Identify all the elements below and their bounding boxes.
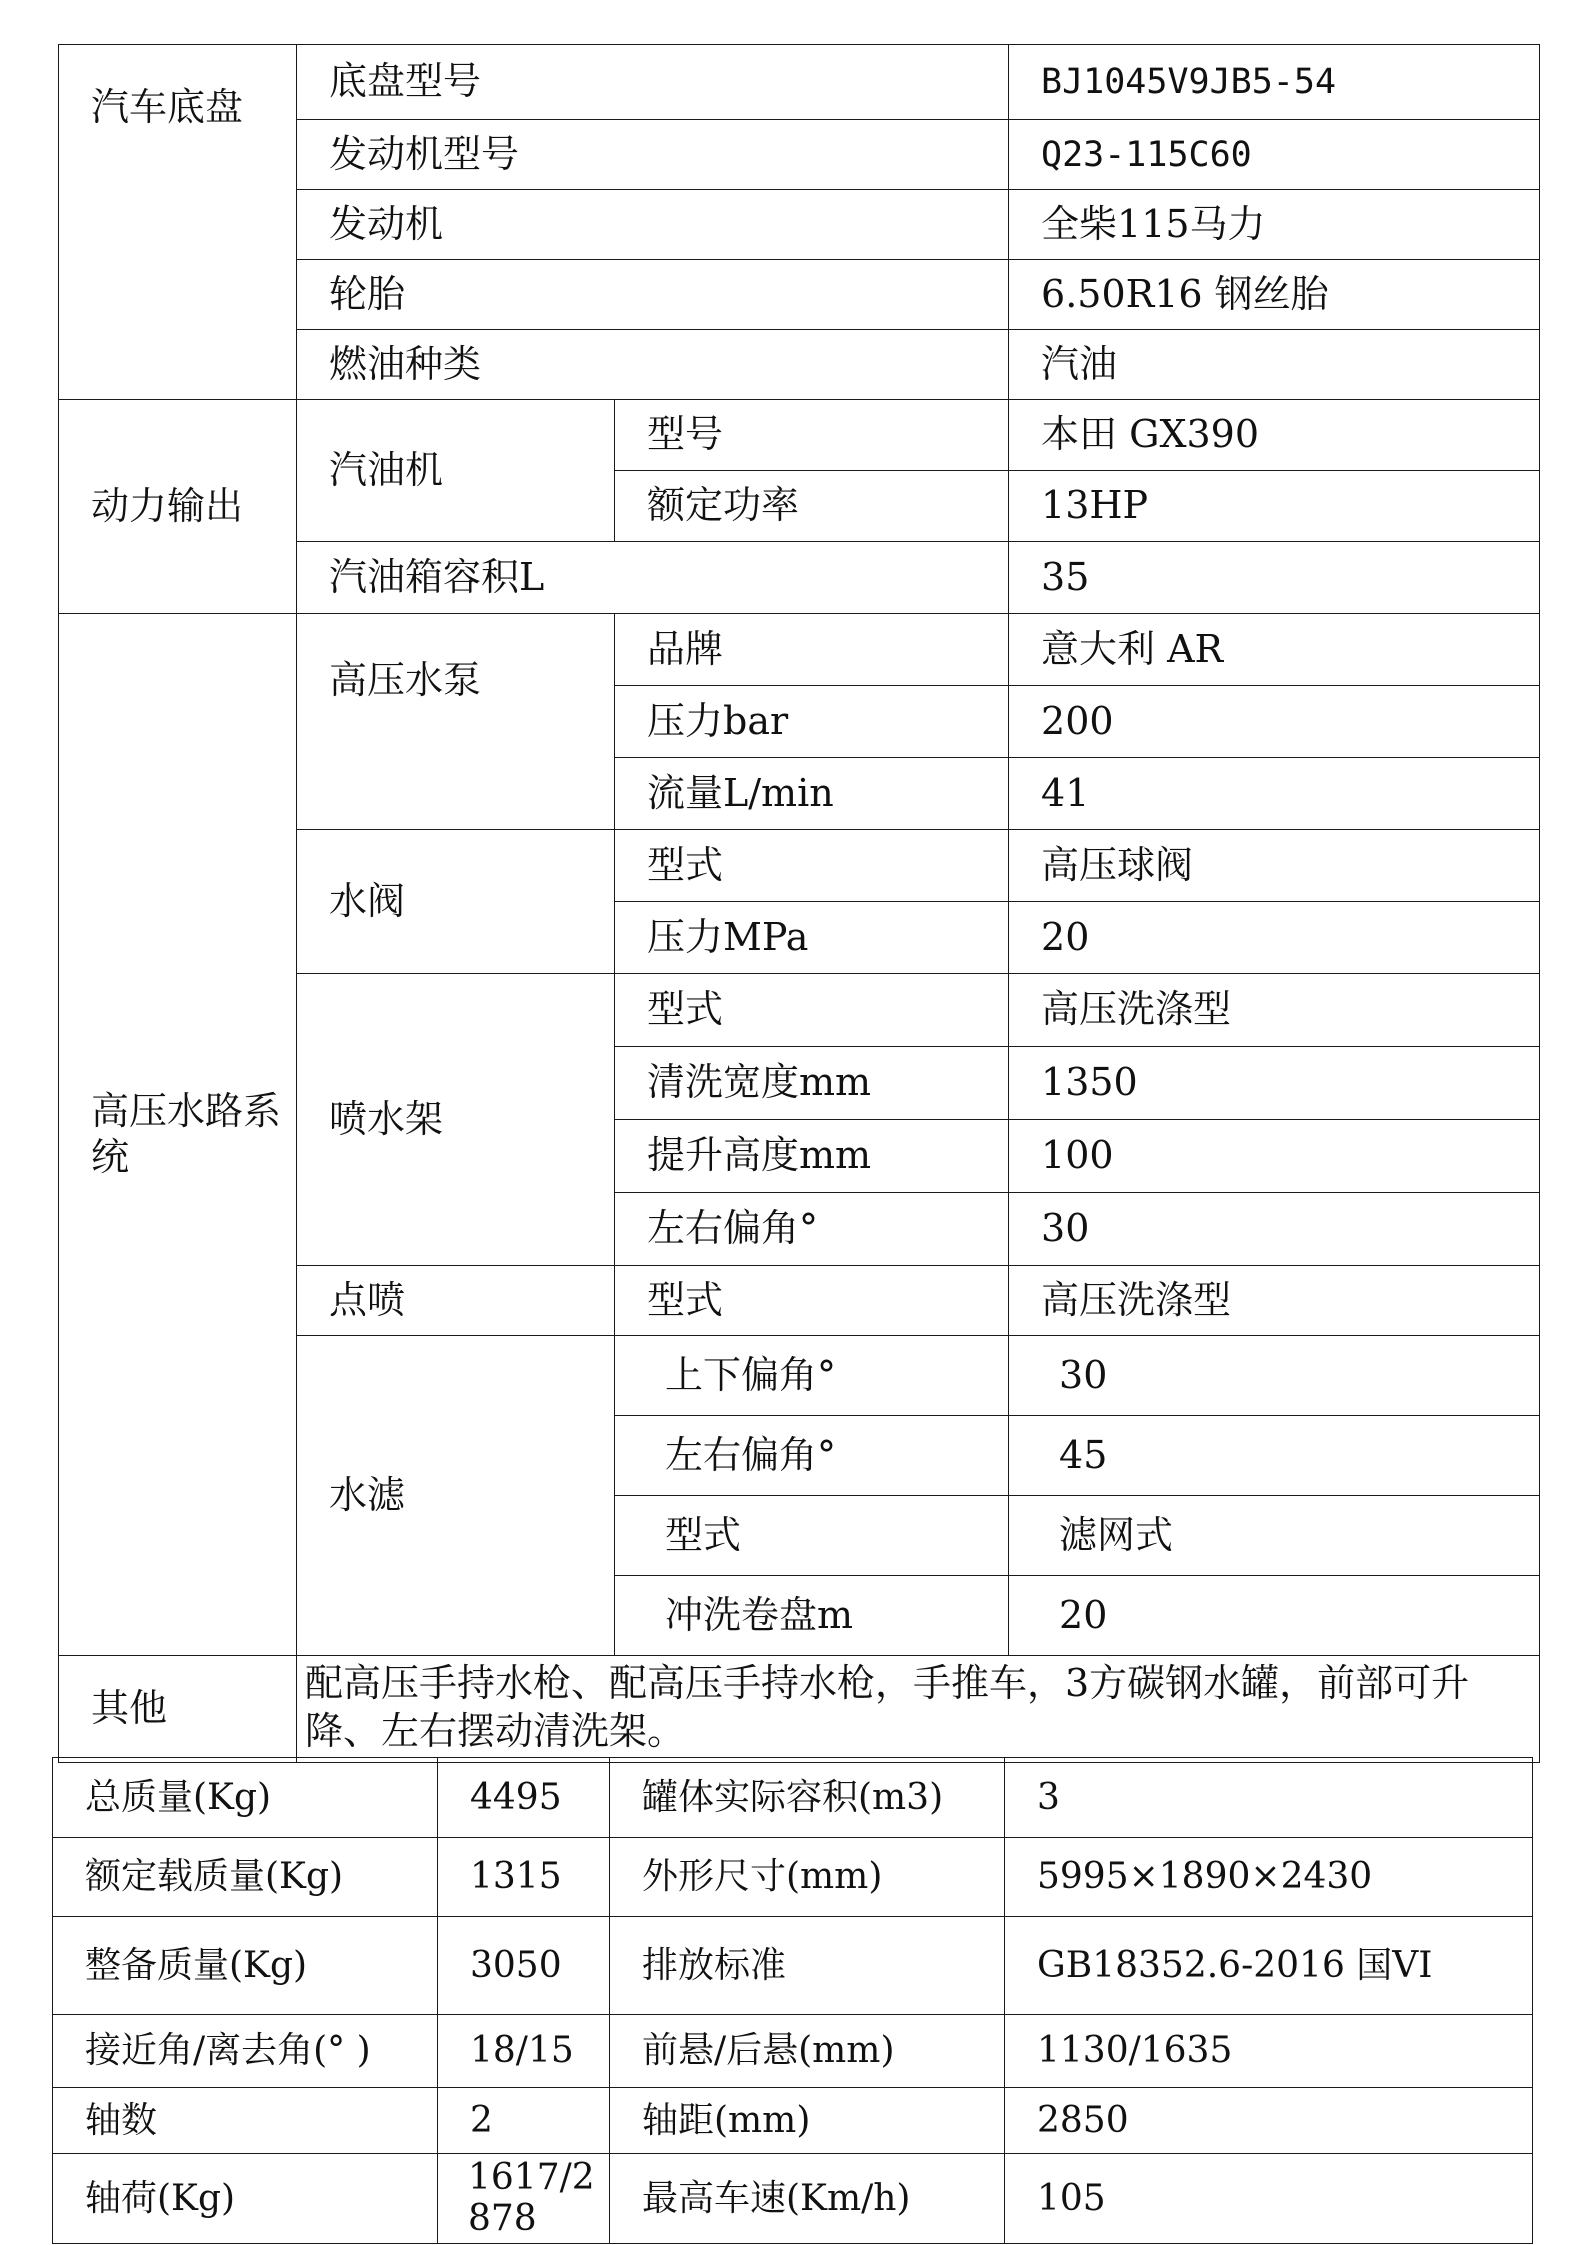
summary-value: GB18352.6-2016 国VI [1005,1917,1533,2015]
spec-value: 高压洗涤型 [1009,1266,1540,1336]
summary-value: 5995×1890×2430 [1005,1838,1533,1917]
summary-value: 3 [1005,1758,1533,1838]
category-power: 动力输出 [59,400,297,614]
summary-row [53,2015,1533,2088]
spec-label: 型式 [615,974,1009,1047]
summary-label: 外形尺寸(mm) [610,1838,1005,1917]
summary-label: 排放标准 [610,1917,1005,2015]
summary-value: 1130/1635 [1005,2015,1533,2088]
spec-value: 20 [1009,1576,1540,1656]
group-label-valve: 水阀 [297,830,615,974]
spec-label: 型式 [615,1496,1009,1576]
summary-row [53,2154,1533,2244]
spec-value: 45 [1009,1416,1540,1496]
group-label-engine: 汽油机 [297,400,615,542]
summary-table [52,1757,1533,2244]
vehicle-spec-table [58,44,1540,1763]
spec-label: 压力MPa [615,902,1009,974]
spec-label: 发动机 [297,190,1009,260]
summary-label: 轴荷(Kg) [53,2154,438,2244]
spec-label: 清洗宽度mm [615,1047,1009,1120]
summary-label: 总质量(Kg) [53,1758,438,1838]
summary-value: 3050 [438,1917,610,2015]
spec-value: 100 [1009,1120,1540,1193]
summary-row [53,1838,1533,1917]
spec-label: 型式 [615,830,1009,902]
group-label-spot-spray: 点喷 [297,1266,615,1336]
summary-row [53,2088,1533,2154]
summary-value: 2 [438,2088,610,2154]
summary-value: 18/15 [438,2015,610,2088]
spec-row [59,614,1540,686]
category-chassis: 汽车底盘 [59,45,297,400]
summary-label: 轴数 [53,2088,438,2154]
group-label-spray-rack: 喷水架 [297,974,615,1266]
group-label-pump: 高压水泵 [297,614,615,830]
spec-label: 额定功率 [615,471,1009,542]
summary-value: 4495 [438,1758,610,1838]
category-water-system: 高压水路系统 [59,614,297,1656]
spec-value: 本田 GX390 [1009,400,1540,471]
spec-value: 1350 [1009,1047,1540,1120]
spec-label: 型式 [615,1266,1009,1336]
summary-value: 2850 [1005,2088,1533,2154]
spec-value: 13HP [1009,471,1540,542]
spec-value: 滤网式 [1009,1496,1540,1576]
spec-row [59,45,1540,120]
summary-label: 整备质量(Kg) [53,1917,438,2015]
spec-label: 冲洗卷盘m [615,1576,1009,1656]
spec-label: 左右偏角° [615,1193,1009,1266]
spec-value: 30 [1009,1336,1540,1416]
spec-label: 流量L/min [615,758,1009,830]
summary-label: 最高车速(Km/h) [610,2154,1005,2244]
spec-label: 上下偏角° [615,1336,1009,1416]
spec-value: 20 [1009,902,1540,974]
summary-label: 接近角/离去角(° ) [53,2015,438,2088]
spec-value: 35 [1009,542,1540,614]
spec-label: 型号 [615,400,1009,471]
summary-value: 1617/2878 [438,2154,610,2244]
spec-label: 汽油箱容积L [297,542,1009,614]
summary-label: 额定载质量(Kg) [53,1838,438,1917]
spec-value: 高压洗涤型 [1009,974,1540,1047]
spec-value: Q23-115C60 [1009,120,1540,190]
category-other: 其他 [59,1656,297,1763]
spec-value: 200 [1009,686,1540,758]
spec-label: 品牌 [615,614,1009,686]
spec-value: 意大利 AR [1009,614,1540,686]
summary-row [53,1917,1533,2015]
spec-value: 全柴115马力 [1009,190,1540,260]
summary-value: 1315 [438,1838,610,1917]
group-label-filter: 水滤 [297,1336,615,1656]
spec-row [59,1656,1540,1763]
spec-label: 左右偏角° [615,1416,1009,1496]
spec-label: 轮胎 [297,260,1009,330]
spec-value: 高压球阀 [1009,830,1540,902]
spec-label: 提升高度mm [615,1120,1009,1193]
spec-value: 汽油 [1009,330,1540,400]
summary-label: 前悬/后悬(mm) [610,2015,1005,2088]
spec-value: BJ1045V9JB5-54 [1009,45,1540,120]
summary-value: 105 [1005,2154,1533,2244]
spec-label: 底盘型号 [297,45,1009,120]
spec-value: 6.50R16 钢丝胎 [1009,260,1540,330]
other-description: 配高压手持水枪、配高压手持水枪，手推车，3方碳钢水罐，前部可升降、左右摆动清洗架。 [297,1656,1540,1763]
spec-value: 41 [1009,758,1540,830]
spec-label: 发动机型号 [297,120,1009,190]
summary-label: 罐体实际容积(m3) [610,1758,1005,1838]
spec-label: 燃油种类 [297,330,1009,400]
spec-value: 30 [1009,1193,1540,1266]
spec-label: 压力bar [615,686,1009,758]
summary-row [53,1758,1533,1838]
summary-label: 轴距(mm) [610,2088,1005,2154]
spec-row [59,400,1540,471]
